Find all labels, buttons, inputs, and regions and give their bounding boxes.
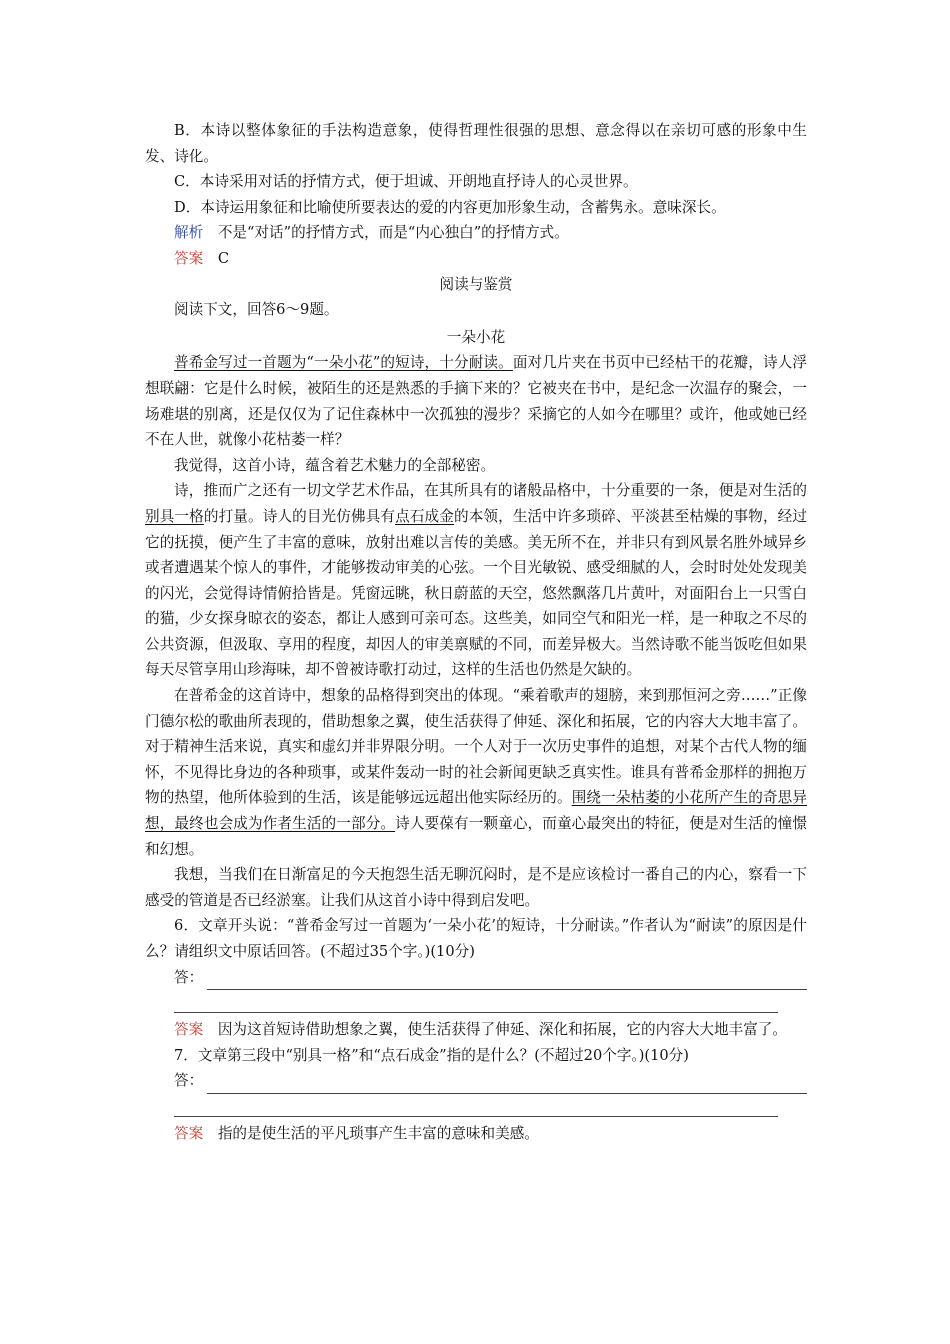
paragraph-text: 诗人要葆有一颗童心，而童心最突出的特征，便是对生活的憧憬和幻想。 (145, 815, 807, 858)
underlined-phrase: 点石成金 (395, 507, 454, 525)
q6-answer-line-2[interactable] (174, 990, 778, 1013)
q7-answer-line[interactable] (174, 1068, 807, 1094)
answer-label: 答案 (174, 1021, 204, 1039)
q5-answer (145, 246, 807, 272)
paragraph-text: 诗，推而广之还有一切文学艺术作品，在其所具有的诸般品格中，十分重要的一条，便是对生活的 (174, 482, 807, 500)
q6-answer (145, 1017, 807, 1043)
article-paragraph-4 (145, 683, 807, 862)
reading-instruction: 阅读下文，回答6～9题。 (174, 301, 339, 319)
analysis-label: 解析 (174, 224, 204, 242)
underlined-sentence: 围绕一朵枯萎的小花所产生的奇思异想，最终也会成为作者生活的一部分。 (145, 789, 807, 833)
article-paragraph-2: 我觉得，这首小诗，蕴含着艺术魅力的全部秘密。 (174, 456, 496, 474)
answer-rule (207, 1078, 807, 1094)
paragraph-text: 面对几片夹在书页中已经枯干的花瓣，诗人浮想联翩：它是什么时候，被陌生的还是熟悉的手摘下来的？它被夹在书中，是纪念一次温存的聚会，一场难堪的别离，还是仅仅为了记住森林中一次孤独的漫步？采摘它的人如今在哪里？或许，他或她已经不在人世，就像小花枯萎一样？ (145, 354, 807, 449)
answer-text: 因为这首短诗借助想象之翼，使生活获得了伸延、深化和拓展，它的内容大大地丰富了。 (217, 1021, 787, 1039)
q7-answer-line-2[interactable] (174, 1094, 778, 1117)
option-c: C．本诗采用对话的抒情方式，便于坦诚、开朗地直抒诗人的心灵世界。 (174, 173, 638, 191)
article-title: 一朵小花 (446, 328, 506, 346)
answer-text: 指的是使生活的平凡琐事产生丰富的意味和美感。 (217, 1124, 539, 1142)
section-title: 阅读与鉴赏 (439, 275, 513, 293)
underlined-phrase: 别具一格 (145, 507, 204, 525)
q6-answer-line[interactable] (174, 965, 807, 991)
answer-rule (207, 974, 807, 990)
document-body (145, 118, 807, 1147)
option-d: D．本诗运用象征和比喻使所要表达的爱的内容更加形象生动，含蓄隽永。意味深长。 (174, 198, 726, 216)
question-6: 6．文章开头说：“普希金写过一首题为‘一朵小花’的短诗，十分耐读。”作者认为“耐读”的原因是什么？请组织文中原话回答。(不超过35个字。)(10分) (145, 917, 807, 960)
article-paragraph-3 (145, 478, 807, 683)
q7-answer (145, 1121, 807, 1147)
paragraph-text: 在普希金的这首诗中，想象的品格得到突出的体现。“乘着歌声的翅膀，来到那恒河之旁……”正像门德尔松的歌曲所表现的，借助想象之翼，使生活获得了伸延、深化和拓展，它的内容大大地丰富了。对于精神生活来说，真实和虚幻并非界限分明。一个人对于一次历史事件的追想，对某个古代人物的缅怀，不见得比身边的各种琐事，或某件轰动一时的社会新闻更缺乏真实性。谁具有普希金那样的拥抱万物的热望，他所体验到的生活，该是能够远远超出他实际经历的。 (145, 687, 807, 807)
paragraph-text: 的本领，生活中许多琐碎、平淡甚至枯燥的事物，经过它的抚摸，便产生了丰富的意味，放射出难以言传的美感。美无所不在，并非只有到风景名胜外域异乡或者遭遇某个惊人的事件，才能够拨动审美的心弦。一个目光敏锐、感受细腻的人，会时时处处发现美的闪光，会觉得诗情俯拾皆是。凭窗远眺，秋日蔚蓝的天空，悠然飘落几片黄叶，对面阳台上一只雪白的猫，少女探身晾衣的姿态，都让人感到可亲可态。这些美，如同空气和阳光一样，是一种取之不尽的公共资源，但汲取、享用的程度，却因人的审美禀赋的不同，而差异极大。当然诗歌不能当饭吃但如果每天尽管享用山珍海味，却不曾被诗歌打动过，这样的生活也仍然是欠缺的。 (145, 507, 807, 679)
question-7: 7．文章第三段中“别具一格”和“点石成金”指的是什么？(不超过20个字。)(10分) (174, 1046, 689, 1064)
article-paragraph-1 (145, 350, 807, 452)
option-b: B．本诗以整体象征的手法构造意象，使得哲理性很强的思想、意念得以在亲切可感的形象中生发、诗化。 (145, 122, 807, 165)
paragraph-text: 的打量。诗人的目光仿佛具有 (203, 507, 396, 525)
answer-prompt: 答： (174, 968, 204, 986)
analysis-text: 不是“对话”的抒情方式，而是“内心独白”的抒情方式。 (217, 224, 569, 242)
answer-label: 答案 (174, 249, 204, 267)
answer-text: C (217, 249, 229, 267)
q5-analysis (145, 220, 807, 246)
article-paragraph-5: 我想，当我们在日渐富足的今天抱怨生活无聊沉闷时，是不是应该检讨一番自己的内心，察看一下感受的管道是否已经淤塞。让我们从这首小诗中得到启发吧。 (145, 866, 807, 909)
underlined-sentence: 普希金写过一首题为“一朵小花”的短诗，十分耐读。 (174, 354, 513, 372)
answer-label: 答案 (174, 1124, 204, 1142)
answer-prompt: 答： (174, 1072, 204, 1090)
